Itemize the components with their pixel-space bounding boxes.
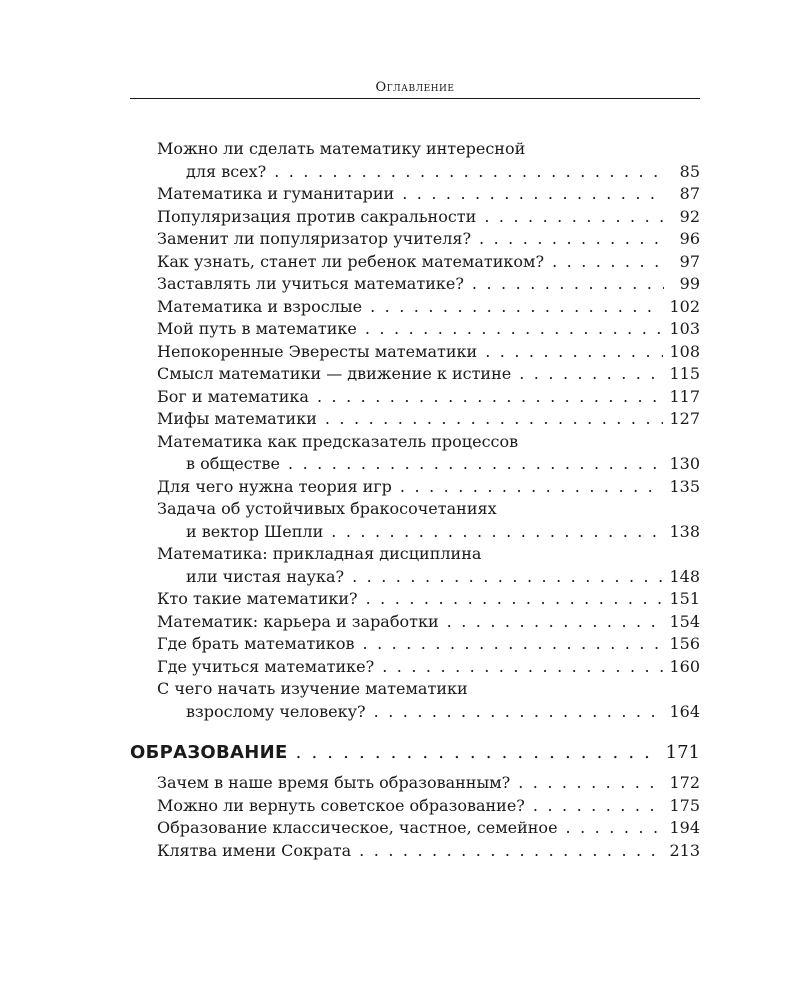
page-number: 99	[679, 274, 700, 293]
page-number: 92	[679, 206, 700, 226]
leader-dots	[325, 408, 664, 431]
toc-entry	[157, 363, 700, 386]
toc-entry	[157, 206, 700, 229]
leader-dots	[296, 740, 660, 766]
toc-entry-title: Где учиться математике?	[157, 656, 375, 676]
toc-entry-title: Мифы математики	[157, 409, 317, 428]
toc-entry-title: Можно ли вернуть советское образование?	[157, 795, 525, 815]
leader-dots	[552, 251, 664, 274]
page-number: 164	[669, 701, 700, 721]
page-number: 87	[679, 184, 700, 203]
page-number: 135	[669, 476, 700, 496]
page-number: 175	[669, 795, 700, 815]
section-toc-list	[157, 772, 700, 862]
page-number: 130	[669, 454, 700, 473]
leader-dots	[382, 656, 663, 679]
leader-dots	[402, 183, 664, 206]
leader-dots	[566, 817, 664, 840]
toc-entry	[157, 318, 700, 341]
leader-dots	[365, 318, 664, 341]
toc-entry-title: Заменит ли популяризатор учителя?	[157, 229, 472, 248]
toc-entry	[157, 633, 700, 656]
toc-entry	[157, 795, 700, 818]
toc-entry	[157, 138, 700, 183]
toc-entry-title: в обществе	[186, 454, 280, 473]
toc-entry	[157, 588, 700, 611]
leader-dots	[274, 161, 664, 184]
toc-entry	[157, 296, 700, 319]
toc-entry-title: взрослому человеку?	[186, 701, 366, 721]
page-number: 148	[669, 566, 700, 586]
leader-dots	[317, 386, 664, 409]
toc-entry-title: или чистая наука?	[186, 566, 345, 586]
toc-entry	[157, 772, 700, 795]
toc-entry	[157, 817, 700, 840]
leader-dots	[533, 795, 664, 818]
toc-entry-title: Мой путь в математике	[157, 319, 357, 338]
toc-entry-title: Заставлять ли учиться математике?	[157, 274, 464, 293]
toc-entry-title: Для чего нужна теория игр	[157, 476, 392, 496]
page-number: 108	[669, 341, 700, 361]
leader-dots	[472, 273, 664, 296]
toc-entry	[157, 543, 700, 588]
leader-dots	[479, 228, 664, 251]
leader-dots	[363, 633, 664, 656]
section-title: ОБРАЗОВАНИЕ	[130, 742, 288, 763]
toc-entry	[157, 386, 700, 409]
toc-list	[157, 138, 700, 723]
leader-dots	[366, 588, 664, 611]
leader-dots	[352, 566, 663, 589]
page-number: 172	[669, 773, 700, 792]
page-number: 213	[669, 840, 700, 860]
toc-entry-title: Можно ли сделать математику интересной	[157, 139, 526, 158]
page-number: 97	[679, 251, 700, 271]
toc-entry	[157, 498, 700, 543]
page-number: 96	[679, 229, 700, 248]
section-page-number: 171	[665, 742, 700, 763]
toc-entry-title: Задача об устойчивых бракосочетаниях	[157, 499, 497, 518]
toc-entry	[157, 656, 700, 679]
toc-entry-title: Математика: прикладная дисциплина	[157, 544, 482, 563]
toc-entry-title: Образование классическое, частное, семейное	[157, 818, 558, 837]
page-number: 151	[669, 589, 700, 608]
toc-entry	[157, 840, 700, 863]
page-number: 156	[669, 634, 700, 653]
leader-dots	[519, 363, 663, 386]
toc-entry-title: Математика и взрослые	[157, 296, 363, 316]
page-number: 127	[669, 409, 700, 428]
leader-dots	[400, 476, 664, 499]
page-number: 103	[669, 319, 700, 338]
toc-entry	[157, 228, 700, 251]
page-number: 154	[669, 611, 700, 631]
toc-entry	[157, 251, 700, 274]
toc-entry-title: Клятва имени Сократа	[157, 840, 352, 860]
toc-entry-title: Непокоренные Эвересты математики	[157, 341, 478, 361]
toc-entry-title: Математика и гуманитарии	[157, 184, 395, 203]
leader-dots	[485, 341, 663, 364]
leader-dots	[374, 701, 664, 724]
toc-entry-title: Популяризация против сакральности	[157, 206, 477, 226]
toc-entry	[157, 341, 700, 364]
toc-entry-title: Кто такие математики?	[157, 589, 358, 608]
page-number: 194	[669, 818, 700, 837]
toc-entry-title: Как узнать, станет ли ребенок математиком?	[157, 251, 545, 271]
toc-entry-title: Математик: карьера и заработки	[157, 611, 439, 631]
toc-entry-title: для всех?	[186, 161, 267, 181]
header-rule	[130, 98, 700, 99]
leader-dots	[359, 840, 663, 863]
toc-entry	[157, 611, 700, 634]
page-number: 160	[669, 656, 700, 676]
toc-entry-title: Математика как предсказатель процессов	[157, 431, 519, 451]
leader-dots	[518, 772, 663, 795]
toc-entry-title: С чего начать изучение математики	[157, 679, 468, 698]
leader-dots	[447, 611, 664, 634]
leader-dots	[331, 521, 663, 544]
leader-dots	[484, 206, 664, 229]
toc-entry-title: и вектор Шепли	[186, 521, 324, 541]
page-number: 102	[669, 296, 700, 316]
leader-dots	[370, 296, 663, 319]
toc-entry	[157, 431, 700, 476]
page-number: 138	[669, 521, 700, 541]
toc-entry	[157, 183, 700, 206]
toc-entry-title: Зачем в наше время быть образованным?	[157, 773, 511, 792]
page-number: 115	[669, 364, 700, 383]
toc-entry	[157, 273, 700, 296]
toc-entry-title: Смысл математики — движение к истине	[157, 364, 512, 383]
page-number: 85	[679, 161, 700, 181]
toc-entry-title: Бог и математика	[157, 386, 309, 406]
toc-entry-title: Где брать математиков	[157, 634, 355, 653]
running-head: Оглавление	[375, 80, 455, 95]
section-heading	[130, 740, 700, 766]
leader-dots	[288, 453, 663, 476]
page-number: 117	[669, 386, 700, 406]
toc-entry	[157, 476, 700, 499]
toc-entry	[157, 678, 700, 723]
toc-entry	[157, 408, 700, 431]
